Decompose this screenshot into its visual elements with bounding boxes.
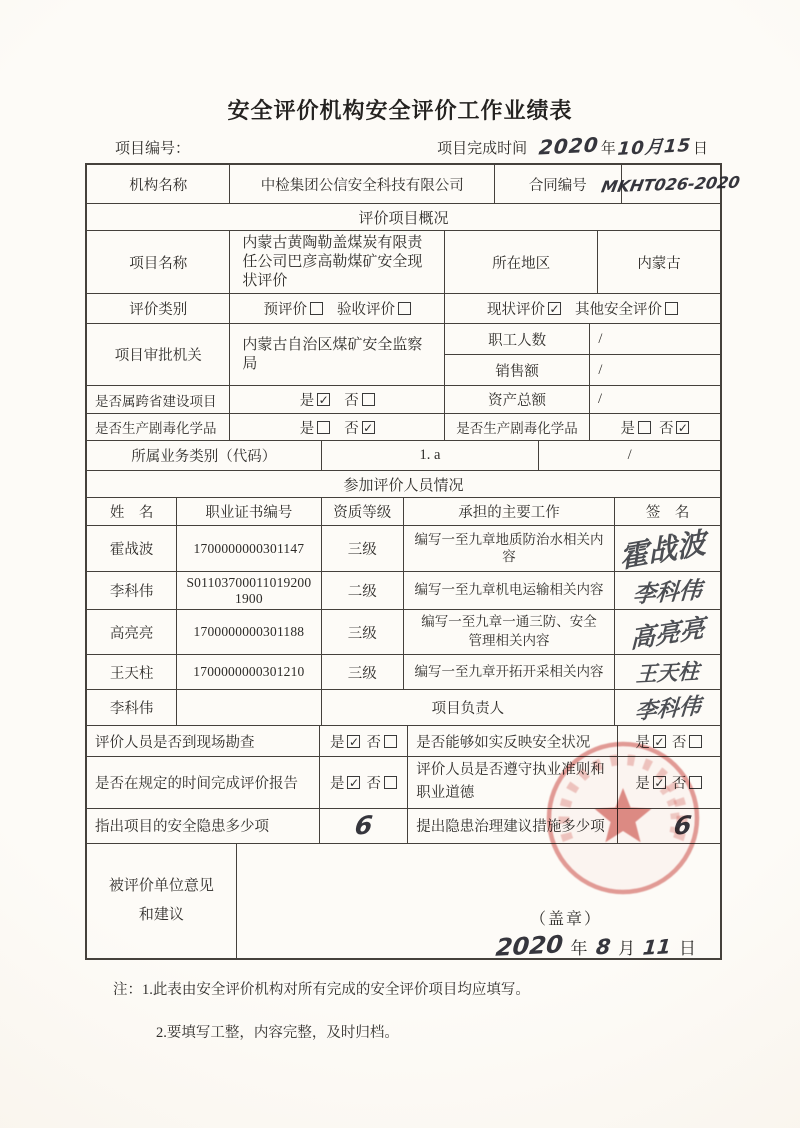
org-row: [87, 165, 742, 203]
site-survey-label: 评价人员是否到现场勘查: [95, 734, 255, 751]
footnote-2: [113, 1021, 722, 1042]
yes-label: 是: [635, 734, 650, 751]
col-work-header: 承担的主要工作: [403, 498, 614, 525]
measures-count-handwriting: 6: [672, 810, 694, 841]
site-yes-checkbox: ✓: [348, 734, 359, 749]
staff-subrow: [445, 324, 720, 354]
hazards-label: 指出项目的安全隐患多少项: [95, 819, 269, 836]
col-level-header: 资质等级: [321, 498, 403, 525]
sales-value: /: [589, 355, 720, 385]
approval-organ-value: 内蒙古自治区煤矿安全监察局: [229, 324, 444, 385]
business-category-label: 所属业务类别（代码）: [131, 449, 277, 466]
region-label: 所在地区: [444, 231, 597, 293]
project-number-label: 项目编号：: [115, 141, 191, 157]
region-value: 内蒙古: [597, 231, 720, 293]
completion-monthday-handwriting: 10月15: [616, 135, 692, 160]
toxic-no: [344, 417, 375, 438]
person-cert: 1700000000301210: [176, 655, 320, 689]
signature-handwriting: 李科伟: [633, 694, 702, 726]
approval-organ-label: 项目审批机关: [114, 348, 202, 365]
reflect-yes-checkbox: ✓: [654, 734, 665, 749]
section-personnel-title: 参加评价人员情况: [343, 477, 464, 494]
toxic2-no-checkbox: ✓: [677, 420, 688, 435]
cross-province-options: [229, 386, 444, 413]
col-name-header: 姓 名: [109, 505, 154, 522]
other-evaluation-checkbox: [665, 302, 678, 315]
business-category-row: [87, 440, 720, 470]
contract-no-value: [600, 165, 742, 203]
project-name-row: [87, 230, 720, 293]
ontime-yes-checkbox: ✓: [348, 775, 359, 790]
approval-row: [87, 323, 720, 385]
reflect-label: 是否能够如实反映安全状况: [407, 726, 617, 756]
no-label: 否: [344, 393, 359, 410]
option-status-evaluation: [487, 298, 561, 319]
toxic-label-2: 是否生产剧毒化学品: [444, 414, 589, 440]
ontime-yes: [330, 772, 361, 793]
site-yes: [330, 731, 361, 752]
yes-label: 是: [329, 775, 345, 792]
person-cert: S01103700011019200 1900: [176, 572, 320, 609]
col-cert-header: 职业证书编号: [176, 498, 320, 525]
person-signature: [614, 610, 720, 654]
site-no: [366, 731, 397, 752]
person-work: 编写一至九章一通三防、安全管理相关内容: [403, 610, 614, 654]
ontime-options: [319, 757, 408, 807]
no-label: 否: [344, 420, 359, 437]
signature-handwriting: 王天柱: [635, 659, 700, 687]
ontime-label: 是否在规定的时间完成评价报告: [95, 775, 298, 792]
toxic2-yes: [620, 417, 651, 438]
cross-province-row: [87, 385, 720, 413]
signature-handwriting: 高亮亮: [630, 613, 705, 655]
yes-label: 是: [635, 775, 650, 792]
pre-evaluation-checkbox: [310, 302, 323, 315]
toxic-no-checkbox: ✓: [363, 420, 374, 435]
personnel-row: [87, 525, 720, 575]
option-pre-evaluation: [263, 298, 323, 319]
leader-cert-empty: [176, 690, 320, 725]
person-signature: [614, 525, 720, 575]
person-name: 霍战波: [109, 542, 154, 559]
staff-sales-block: [444, 324, 720, 385]
business-category-code: 1. a: [321, 441, 539, 470]
person-cert: 1700000000301147: [176, 526, 320, 571]
person-name: 高亮亮: [109, 625, 154, 642]
opinion-day-handwriting: 11: [642, 933, 673, 960]
yes-label: 是: [329, 734, 345, 751]
toxic-row: [87, 413, 720, 440]
option-acceptance-evaluation: [337, 298, 411, 319]
section-overview-row: [87, 203, 720, 230]
category-right-options: [444, 294, 720, 323]
opinion-month-handwriting: 8: [594, 934, 612, 959]
section-overview-title: 评价项目概况: [358, 210, 449, 227]
sales-subrow: [445, 354, 720, 385]
ontime-no-checkbox: [384, 776, 397, 789]
person-level: 三级: [321, 655, 403, 689]
yes-label: 是: [299, 393, 315, 410]
opinion-date: [494, 929, 696, 962]
day-char: 日: [678, 938, 696, 958]
no-label: 否: [658, 420, 674, 437]
personnel-row: [87, 571, 720, 609]
acceptance-evaluation-checkbox: [398, 302, 411, 315]
person-signature: [614, 655, 720, 689]
day-char: 日: [692, 141, 708, 157]
org-name-label: 机构名称: [129, 177, 188, 194]
status-evaluation-label: 现状评价: [486, 302, 545, 319]
pre-evaluation-label: 预评价: [263, 302, 307, 319]
category-left-options: [229, 294, 444, 323]
toxic-options: [229, 414, 444, 440]
opinion-label-line1: 被评价单位意见: [108, 878, 214, 895]
other-evaluation-label: 其他安全评价: [574, 302, 662, 319]
site-survey-options: [319, 726, 408, 756]
contract-no-label: 合同编号: [494, 165, 621, 203]
business-category-extra: /: [538, 441, 720, 470]
hazards-count-handwriting: 6: [353, 810, 374, 841]
assets-label: 资产总额: [444, 386, 589, 413]
yes-label: 是: [620, 420, 635, 437]
cross-province-no: [344, 389, 375, 410]
red-seal-stamp: [536, 731, 710, 905]
cross-province-yes-checkbox: ✓: [318, 393, 329, 408]
project-name-value: 内蒙古黄陶勒盖煤炭有限责任公司巴彦高勒煤矿安全现状评价: [229, 231, 444, 293]
personnel-row: [87, 654, 720, 689]
person-level: 三级: [321, 526, 403, 571]
cross-province-label: 是否属跨省建设项目: [95, 393, 217, 409]
toxic-options-2: [589, 414, 720, 440]
toxic-yes: [300, 417, 331, 438]
leader-name: 李科伟: [109, 701, 154, 718]
category-label: 评价类别: [129, 302, 188, 319]
toxic-yes-checkbox: [317, 421, 330, 434]
sales-label: 销售额: [495, 363, 539, 380]
person-cert: 1700000000301188: [176, 610, 320, 654]
opinion-label: [87, 844, 236, 958]
person-signature: [614, 572, 720, 609]
leader-signature: [614, 690, 720, 725]
leader-row: [87, 689, 720, 725]
no-label: 否: [671, 734, 687, 751]
year-char: 年: [600, 141, 616, 157]
toxic2-no: [659, 417, 690, 438]
acceptance-evaluation-label: 验收评价: [336, 302, 395, 319]
hazards-value: [319, 809, 408, 843]
personnel-row: [87, 609, 720, 654]
ethics-label: 评价人员是否遵守执业准则和职业道德: [407, 757, 617, 807]
staff-count-value: /: [589, 324, 720, 354]
no-label: 否: [671, 775, 687, 792]
option-other-evaluation: [575, 298, 678, 319]
person-work: 编写一至九章开拓开采相关内容: [403, 655, 614, 689]
category-row: [87, 293, 720, 323]
toxic2-yes-checkbox: [638, 421, 651, 434]
no-label: 否: [366, 734, 381, 751]
footnotes: [113, 978, 722, 1042]
completion-time-label: 项目完成时间: [437, 141, 528, 157]
year-char: 年: [570, 938, 588, 958]
person-work: 编写一至九章机电运输相关内容: [403, 572, 614, 609]
ethics-yes-checkbox: ✓: [654, 775, 665, 790]
person-level: 二级: [321, 572, 403, 609]
toxic-label: 是否生产剧毒化学品: [95, 421, 217, 437]
cross-province-yes: [300, 389, 331, 410]
completion-time: [437, 133, 708, 159]
col-sign-header: 签 名: [614, 498, 720, 525]
leader-role-label: 项目负责人: [321, 690, 615, 725]
person-name: 王天柱: [109, 665, 154, 682]
month-char: 月: [618, 938, 636, 958]
cross-province-no-checkbox: [362, 393, 375, 406]
assets-value: /: [589, 386, 720, 413]
no-label: 否: [366, 775, 381, 792]
seal-note: （盖章）: [529, 910, 602, 928]
opinion-label-line2: 和建议: [138, 906, 184, 923]
person-work: 编写一至九章地质防治水相关内容: [403, 526, 614, 571]
project-name-label: 项目名称: [129, 255, 188, 272]
person-name: 李科伟: [109, 584, 154, 601]
ontime-no: [366, 772, 397, 793]
meta-row: [85, 133, 722, 159]
opinion-year-handwriting: 2020: [494, 929, 564, 962]
person-level: 三级: [321, 610, 403, 654]
contract-no-handwriting: MKHT026-2020: [600, 172, 742, 196]
site-no-checkbox: [384, 735, 397, 748]
note-line2: 2.要填写工整，内容完整，及时归档。: [156, 1024, 399, 1041]
status-evaluation-checkbox: ✓: [549, 302, 560, 317]
measures-label: 提出隐患治理建议措施多少项: [407, 809, 617, 843]
signature-handwriting: 霍战波: [618, 525, 707, 575]
section-personnel-row: [87, 470, 720, 497]
yes-label: 是: [299, 420, 315, 437]
page-title: 安全评价机构安全评价工作业绩表: [227, 98, 573, 123]
org-name-value: 中检集团公信安全科技有限公司: [229, 165, 494, 203]
completion-year-handwriting: 2020: [537, 132, 601, 160]
signature-handwriting: 李科伟: [632, 577, 703, 609]
staff-count-label: 职工人数: [488, 332, 547, 349]
personnel-header-row: [87, 497, 720, 525]
note-prefix: 注：: [113, 981, 142, 998]
footnote-1: [113, 978, 722, 999]
note-line1: 1.此表由安全评价机构对所有完成的安全评价项目均应填写。: [142, 981, 530, 998]
